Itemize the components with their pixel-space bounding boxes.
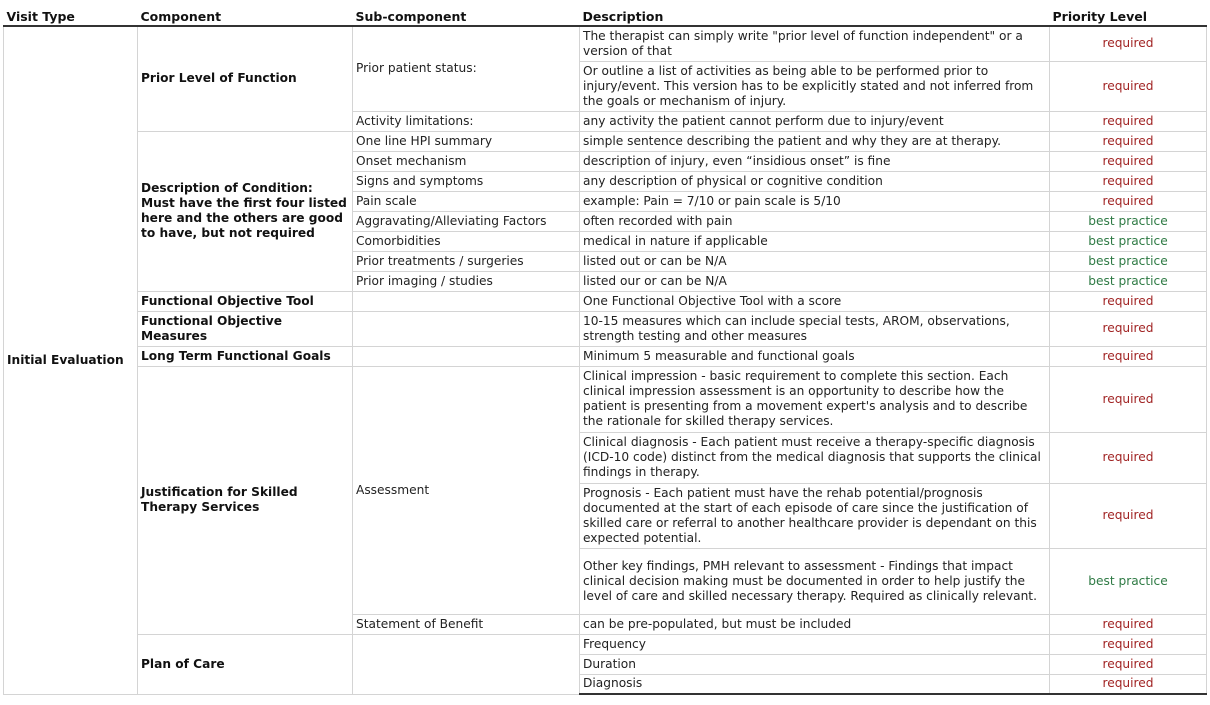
component-functional-objective-measures: Functional Objective Measures	[138, 311, 353, 346]
sub-component-cell: Aggravating/Alleviating Factors	[353, 211, 580, 231]
description-cell: Frequency	[580, 634, 1050, 654]
priority-cell: required	[1050, 191, 1207, 211]
description-cell: Clinical diagnosis - Each patient must receive a therapy-specific diagnosis (ICD-10 code) distinct from the medical diagnosis that supports the clinical findings in therapy.	[580, 432, 1050, 483]
priority-cell: required	[1050, 432, 1207, 483]
sub-component-cell: Prior imaging / studies	[353, 271, 580, 291]
header-description: Description	[580, 5, 1050, 26]
sub-component-cell	[353, 634, 580, 694]
header-sub-component: Sub-component	[353, 5, 580, 26]
component-prior-level-of-function: Prior Level of Function	[138, 26, 353, 131]
priority-cell: required	[1050, 61, 1207, 111]
header-visit-type: Visit Type	[4, 5, 138, 26]
component-functional-objective-tool: Functional Objective Tool	[138, 291, 353, 311]
table-row	[4, 366, 1207, 432]
description-cell: example: Pain = 7/10 or pain scale is 5/10	[580, 191, 1050, 211]
visit-type-cell: Initial Evaluation	[4, 26, 138, 694]
description-cell: Other key findings, PMH relevant to assessment - Findings that impact clinical decision making must be documented in order to help justify the level of care and skilled necessary therapy. Required as clinically relevant.	[580, 548, 1050, 614]
priority-cell: required	[1050, 346, 1207, 366]
description-cell: Clinical impression - basic requirement to complete this section. Each clinical impression assessment is an opportunity to describe how the patient is presenting from a movement expert's analysis and to describe the rationale for skilled therapy services.	[580, 366, 1050, 432]
priority-cell: required	[1050, 634, 1207, 654]
sub-component-cell: Activity limitations:	[353, 111, 580, 131]
sub-component-cell: Statement of Benefit	[353, 614, 580, 634]
component-long-term-functional-goals: Long Term Functional Goals	[138, 346, 353, 366]
priority-cell: required	[1050, 171, 1207, 191]
description-cell: simple sentence describing the patient and why they are at therapy.	[580, 131, 1050, 151]
header-component: Component	[138, 5, 353, 26]
sub-component-cell	[353, 346, 580, 366]
component-plan-of-care: Plan of Care	[138, 634, 353, 694]
priority-cell: required	[1050, 614, 1207, 634]
description-cell: Or outline a list of activities as being able to be performed prior to injury/event. This version has to be explicitly stated and not inferred from the goals or mechanism of injury.	[580, 61, 1050, 111]
priority-cell: required	[1050, 26, 1207, 61]
priority-cell: required	[1050, 111, 1207, 131]
description-cell: The therapist can simply write "prior level of function independent" or a version of that	[580, 26, 1050, 61]
sub-component-cell: Comorbidities	[353, 231, 580, 251]
description-cell: listed out or can be N/A	[580, 251, 1050, 271]
priority-cell: required	[1050, 366, 1207, 432]
sub-component-cell	[353, 291, 580, 311]
sub-component-assessment: Assessment	[353, 366, 580, 614]
description-cell: listed our or can be N/A	[580, 271, 1050, 291]
description-cell: One Functional Objective Tool with a score	[580, 291, 1050, 311]
priority-cell: required	[1050, 311, 1207, 346]
description-cell: Prognosis - Each patient must have the rehab potential/prognosis documented at the start of each episode of care since the justification of skilled care or referral to another healthcare provider is dependant on this expected potential.	[580, 483, 1050, 548]
description-cell: Diagnosis	[580, 674, 1050, 694]
description-cell: can be pre-populated, but must be included	[580, 614, 1050, 634]
description-cell: Minimum 5 measurable and functional goals	[580, 346, 1050, 366]
header-row	[4, 5, 1207, 26]
component-justification-for-skilled-therapy: Justification for Skilled Therapy Services	[138, 366, 353, 634]
table-row	[4, 634, 1207, 654]
priority-cell: required	[1050, 291, 1207, 311]
sub-component-cell: One line HPI summary	[353, 131, 580, 151]
header-priority-level: Priority Level	[1050, 5, 1207, 26]
priority-cell: best practice	[1050, 548, 1207, 614]
description-cell: 10-15 measures which can include special tests, AROM, observations, strength testing and other measures	[580, 311, 1050, 346]
sub-component-cell: Onset mechanism	[353, 151, 580, 171]
priority-cell: required	[1050, 654, 1207, 674]
sub-component-cell: Prior treatments / surgeries	[353, 251, 580, 271]
sub-component-cell	[353, 311, 580, 346]
description-cell: description of injury, even “insidious onset” is fine	[580, 151, 1050, 171]
priority-cell: required	[1050, 483, 1207, 548]
description-cell: any activity the patient cannot perform due to injury/event	[580, 111, 1050, 131]
priority-cell: required	[1050, 131, 1207, 151]
description-cell: Duration	[580, 654, 1050, 674]
priority-cell: best practice	[1050, 211, 1207, 231]
sub-component-cell: Pain scale	[353, 191, 580, 211]
priority-cell: best practice	[1050, 271, 1207, 291]
table-row	[4, 311, 1207, 346]
priority-cell: required	[1050, 674, 1207, 694]
description-cell: medical in nature if applicable	[580, 231, 1050, 251]
table-row	[4, 291, 1207, 311]
table-row	[4, 346, 1207, 366]
sub-component-prior-patient-status: Prior patient status:	[353, 26, 580, 111]
component-description-of-condition: Description of Condition: Must have the first four listed here and the others are good to have, but not required	[138, 131, 353, 291]
description-cell: often recorded with pain	[580, 211, 1050, 231]
sub-component-cell: Signs and symptoms	[353, 171, 580, 191]
priority-cell: best practice	[1050, 231, 1207, 251]
priority-cell: required	[1050, 151, 1207, 171]
table-row	[4, 26, 1207, 61]
table-row	[4, 131, 1207, 151]
requirements-table	[3, 5, 1207, 695]
description-cell: any description of physical or cognitive condition	[580, 171, 1050, 191]
priority-cell: best practice	[1050, 251, 1207, 271]
